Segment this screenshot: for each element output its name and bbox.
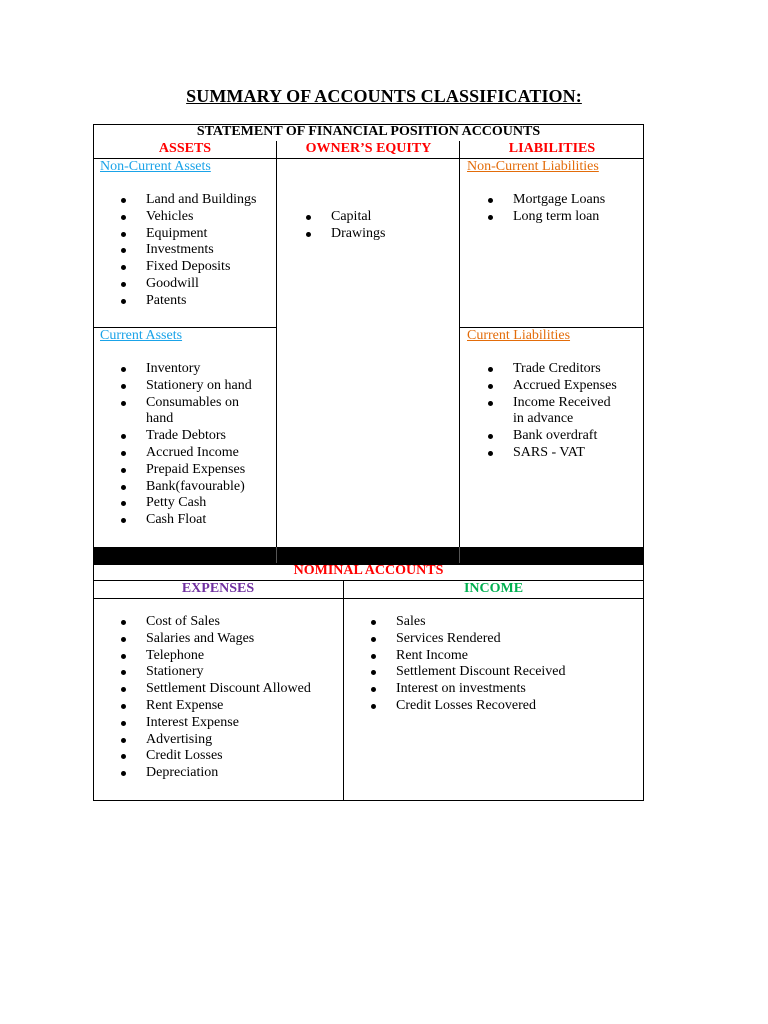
- current-liabilities-label: Current Liabilities: [467, 328, 571, 343]
- list-item: Credit Losses: [93, 748, 343, 765]
- list-item: Trade Debtors: [93, 428, 277, 445]
- section-separator-bar: [93, 547, 644, 563]
- equity-heading: OWNER’S EQUITY: [305, 141, 432, 156]
- list-item: SARS - VAT: [460, 445, 644, 462]
- list-item: Credit Losses Recovered: [343, 698, 644, 715]
- list-item: Capital: [278, 209, 459, 226]
- non-current-liabilities-list: [460, 192, 644, 226]
- assets-heading: ASSETS: [158, 141, 212, 156]
- non-current-assets-list: [93, 192, 277, 310]
- list-item: Patents: [93, 293, 277, 310]
- liabilities-heading: LIABILITIES: [508, 141, 596, 156]
- non-current-liabilities-label: Non-Current Liabilities: [467, 159, 599, 174]
- list-item: Petty Cash: [93, 495, 277, 512]
- list-item: Investments: [93, 242, 277, 259]
- list-item: Prepaid Expenses: [93, 462, 277, 479]
- separator-divider: [459, 547, 460, 563]
- expenses-list: [93, 614, 343, 782]
- non-current-assets-label: Non-Current Assets: [100, 159, 211, 174]
- list-item: Goodwill: [93, 276, 277, 293]
- list-item: Services Rendered: [343, 631, 644, 648]
- list-item: Stationery: [93, 664, 343, 681]
- list-item: Settlement Discount Allowed: [93, 681, 343, 698]
- list-item: Drawings: [278, 226, 459, 243]
- expenses-heading: EXPENSES: [181, 581, 255, 596]
- list-item: Rent Expense: [93, 698, 343, 715]
- list-item: Trade Creditors: [460, 361, 644, 378]
- current-assets-list: [93, 361, 277, 529]
- list-item: Vehicles: [93, 209, 277, 226]
- list-item: Settlement Discount Received: [343, 664, 644, 681]
- list-item: Land and Buildings: [93, 192, 277, 209]
- separator-divider: [276, 547, 277, 563]
- list-item: Cash Float: [93, 512, 277, 529]
- list-item: Long term loan: [460, 209, 644, 226]
- list-item: Interest Expense: [93, 715, 343, 732]
- list-item: Sales: [343, 614, 644, 631]
- income-list: [343, 614, 644, 715]
- nominal-heading: NOMINAL ACCOUNTS: [293, 563, 444, 578]
- list-item: Fixed Deposits: [93, 259, 277, 276]
- list-item: Consumables on hand: [93, 395, 277, 429]
- list-item: Accrued Income: [93, 445, 277, 462]
- nominal-subheading-divider: [93, 598, 644, 599]
- current-liabilities-list: [460, 361, 644, 462]
- income-heading: INCOME: [463, 581, 524, 596]
- list-item: Cost of Sales: [93, 614, 343, 631]
- list-item: Advertising: [93, 732, 343, 749]
- list-item: Rent Income: [343, 648, 644, 665]
- list-item: Accrued Expenses: [460, 378, 644, 395]
- list-item: Interest on investments: [343, 681, 644, 698]
- list-item: Stationery on hand: [93, 378, 277, 395]
- list-item: Salaries and Wages: [93, 631, 343, 648]
- current-assets-label: Current Assets: [100, 328, 183, 343]
- list-item: Bank(favourable): [93, 479, 277, 496]
- list-item: Telephone: [93, 648, 343, 665]
- list-item: Equipment: [93, 226, 277, 243]
- list-item: Bank overdraft: [460, 428, 644, 445]
- list-item: Mortgage Loans: [460, 192, 644, 209]
- sofp-heading: STATEMENT OF FINANCIAL POSITION ACCOUNTS: [196, 124, 541, 139]
- list-item: Inventory: [93, 361, 277, 378]
- list-item: Depreciation: [93, 765, 343, 782]
- document-title: SUMMARY OF ACCOUNTS CLASSIFICATION:: [186, 86, 582, 106]
- list-item: Income Received in advance: [460, 395, 644, 429]
- equity-list: [278, 209, 459, 243]
